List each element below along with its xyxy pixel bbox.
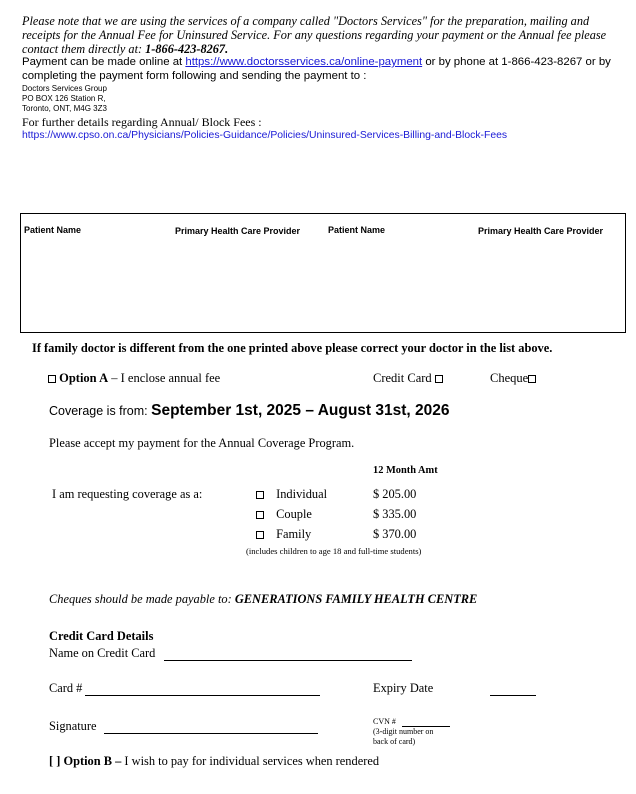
plan-individual <box>256 487 327 502</box>
coverage-label: Coverage is from: <box>49 404 152 418</box>
credit-card-checkbox[interactable] <box>435 375 443 383</box>
notice-line-1: Please note that we are using the services of a company called "Doctors Services" for the preparation, mailing and <box>22 14 590 28</box>
card-number-label: Card # <box>49 681 83 695</box>
option-b-label: Option B – <box>63 754 122 768</box>
payment-online-suffix: or by phone at 1-866-423-8267 or by <box>422 56 611 68</box>
option-a-checkbox[interactable] <box>48 375 56 383</box>
address-line-2: PO BOX 126 Station R, <box>22 94 106 103</box>
payment-line-1 <box>22 56 611 68</box>
address-line-1: Doctors Services Group <box>22 84 107 93</box>
plan-family-checkbox[interactable] <box>256 531 264 539</box>
credit-card-option <box>373 371 443 386</box>
payment-line-2: completing the payment form following and sending the payment to : <box>22 70 367 82</box>
expiry-field[interactable] <box>490 695 536 696</box>
notice-contact-label: contact them directly at: <box>22 42 146 56</box>
option-a-label: Option A <box>59 371 109 385</box>
cheque-checkbox[interactable] <box>528 375 536 383</box>
plan-individual-label: Individual <box>276 487 328 501</box>
request-label: I am requesting coverage as a: <box>52 487 203 501</box>
cvn-label: CVN # <box>373 717 396 726</box>
name-on-card-label: Name on Credit Card <box>49 646 156 660</box>
notice-line-3 <box>22 42 228 57</box>
option-b <box>49 754 379 769</box>
plan-family <box>256 527 311 542</box>
amount-header: 12 Month Amt <box>373 465 438 476</box>
plans-note: (includes children to age 18 and full-time students) <box>246 546 422 556</box>
correction-note: If family doctor is different from the one printed above please correct your doctor in the list above. <box>32 341 553 355</box>
plan-family-label: Family <box>276 527 312 541</box>
address-line-3: Toronto, ONT, M4G 3Z3 <box>22 104 107 113</box>
plan-individual-checkbox[interactable] <box>256 491 264 499</box>
plan-couple <box>256 507 312 522</box>
cheque-payable-prefix: Cheques should be made payable to: <box>49 592 235 606</box>
details-label: For further details regarding Annual/ Block Fees : <box>22 115 262 129</box>
signature-label: Signature <box>49 719 97 733</box>
table-header-patient-name-2: Patient Name <box>328 225 386 235</box>
option-b-text: I wish to pay for individual services when rendered <box>121 754 380 768</box>
credit-card-label: Credit Card <box>373 371 432 385</box>
credit-card-title: Credit Card Details <box>49 629 154 643</box>
table-header-provider-1: Primary Health Care Provider <box>175 226 301 236</box>
details-link[interactable]: https://www.cpso.on.ca/Physicians/Policies-Guidance/Policies/Uninsured-Services-Billing-and-Block-Fees <box>22 130 508 141</box>
option-b-checkbox[interactable]: [ ] <box>49 754 64 768</box>
coverage-line <box>49 402 450 420</box>
signature-field[interactable] <box>104 733 318 734</box>
plan-individual-amount: $ 205.00 <box>373 487 417 501</box>
table-header-provider-2: Primary Health Care Provider <box>478 226 604 236</box>
plan-family-amount: $ 370.00 <box>373 527 417 541</box>
option-a <box>48 371 220 386</box>
card-number-field[interactable] <box>85 695 320 696</box>
coverage-dates: September 1st, 2025 – August 31st, 2026 <box>151 402 450 419</box>
online-payment-link[interactable]: https://www.doctorsservices.ca/online-payment <box>185 56 423 68</box>
cheque-label: Cheque <box>490 371 529 385</box>
name-on-card-field[interactable] <box>164 660 412 661</box>
cheque-payee: GENERATIONS FAMILY HEALTH CENTRE <box>234 592 478 606</box>
cvn-note-2: back of card) <box>373 737 416 746</box>
cvn-note-1: (3-digit number on <box>373 727 434 736</box>
plan-couple-amount: $ 335.00 <box>373 507 417 521</box>
cheque-payable <box>49 592 477 607</box>
payment-online-prefix: Payment can be made online at <box>22 56 186 68</box>
cheque-option <box>490 371 536 386</box>
expiry-label: Expiry Date <box>373 681 434 695</box>
plan-couple-checkbox[interactable] <box>256 511 264 519</box>
accept-text: Please accept my payment for the Annual Coverage Program. <box>49 436 355 450</box>
option-a-text: – I enclose annual fee <box>108 371 221 385</box>
notice-phone: 1-866-423-8267. <box>145 42 229 56</box>
notice-line-2: receipts for the Annual Fee for Uninsured Service. For any questions regarding your payment or the Annual fee please <box>22 28 607 42</box>
plan-couple-label: Couple <box>276 507 312 521</box>
table-header-patient-name-1: Patient Name <box>24 225 82 235</box>
